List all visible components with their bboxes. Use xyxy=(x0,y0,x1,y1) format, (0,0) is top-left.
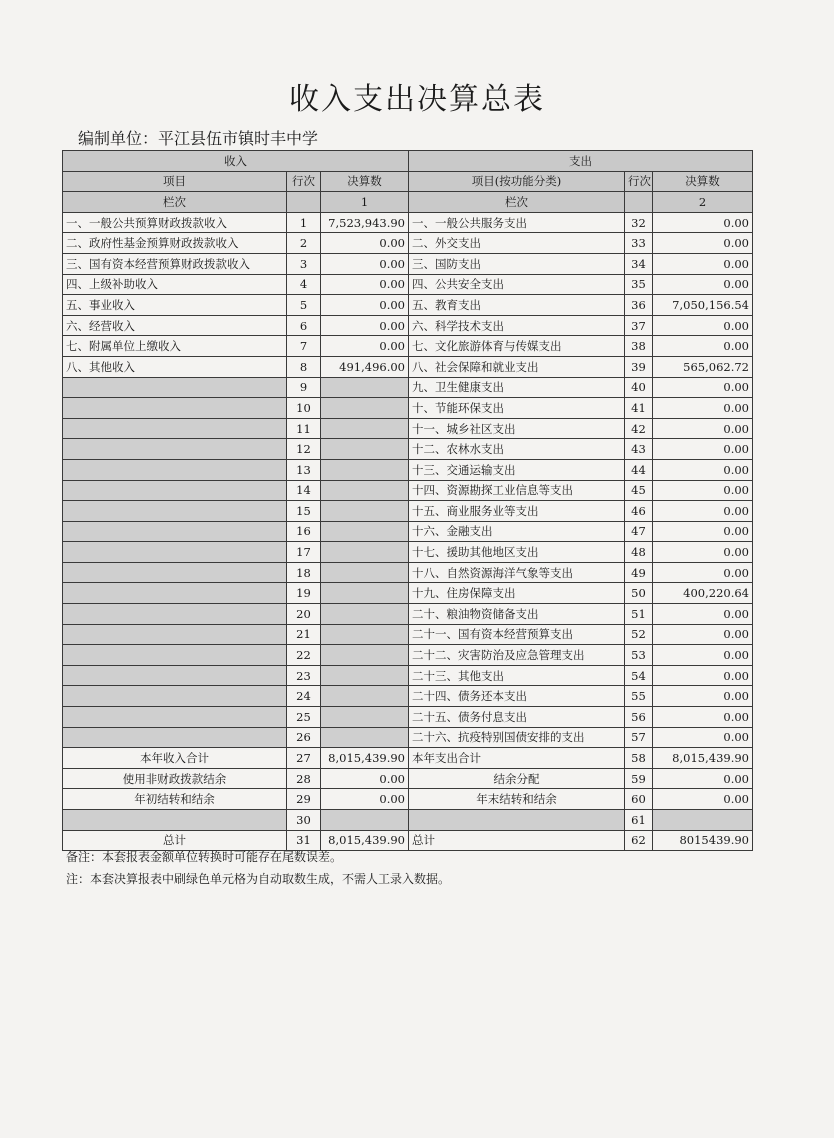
income-amount-header: 决算数 xyxy=(321,171,409,192)
expense-rownum: 39 xyxy=(625,356,653,377)
income-amount xyxy=(321,604,409,625)
summary-row xyxy=(63,789,753,810)
expense-amount: 0.00 xyxy=(653,233,753,254)
expense-amount: 0.00 xyxy=(653,459,753,480)
expense-amount: 565,062.72 xyxy=(653,356,753,377)
table-row xyxy=(63,233,753,254)
income-summary-rownum: 28 xyxy=(287,768,321,789)
income-summary-amount: 0.00 xyxy=(321,768,409,789)
expense-amount: 400,220.64 xyxy=(653,583,753,604)
table-row xyxy=(63,253,753,274)
income-rownum: 9 xyxy=(287,377,321,398)
income-item: 七、附属单位上缴收入 xyxy=(63,336,287,357)
income-amount xyxy=(321,583,409,604)
income-rownum: 20 xyxy=(287,604,321,625)
expense-amount: 0.00 xyxy=(653,336,753,357)
table-row xyxy=(63,439,753,460)
income-rownum: 8 xyxy=(287,356,321,377)
income-amount xyxy=(321,562,409,583)
income-summary-item: 年初结转和结余 xyxy=(63,789,287,810)
expense-summary-amount: 8,015,439.90 xyxy=(653,748,753,769)
expense-item: 四、公共安全支出 xyxy=(409,274,625,295)
expense-amount: 0.00 xyxy=(653,665,753,686)
income-amount xyxy=(321,645,409,666)
expense-rownum: 52 xyxy=(625,624,653,645)
income-rownum: 22 xyxy=(287,645,321,666)
income-rownum: 11 xyxy=(287,418,321,439)
table-row xyxy=(63,336,753,357)
income-item xyxy=(63,624,287,645)
expense-amount: 7,050,156.54 xyxy=(653,295,753,316)
expense-item: 十四、资源勘探工业信息等支出 xyxy=(409,480,625,501)
income-amount xyxy=(321,480,409,501)
expense-amount: 0.00 xyxy=(653,274,753,295)
income-amount xyxy=(321,418,409,439)
expense-colidx-empty xyxy=(625,192,653,213)
income-amount xyxy=(321,707,409,728)
income-item xyxy=(63,645,287,666)
reporting-unit: 编制单位：平江县伍市镇时丰中学 xyxy=(78,129,319,148)
expense-amount: 0.00 xyxy=(653,253,753,274)
page-title: 收入支出决算总表 xyxy=(289,82,545,117)
table-row xyxy=(63,624,753,645)
income-item: 三、国有资本经营预算财政拨款收入 xyxy=(63,253,287,274)
expense-rownum: 48 xyxy=(625,542,653,563)
income-amount: 0.00 xyxy=(321,295,409,316)
income-summary-item xyxy=(63,810,287,831)
table-row xyxy=(63,686,753,707)
income-amount xyxy=(321,542,409,563)
expense-summary-rownum: 58 xyxy=(625,748,653,769)
income-amount xyxy=(321,686,409,707)
income-amount xyxy=(321,521,409,542)
income-item-header: 项目 xyxy=(63,171,287,192)
table-row xyxy=(63,377,753,398)
expense-amount: 0.00 xyxy=(653,480,753,501)
income-summary-amount: 8,015,439.90 xyxy=(321,748,409,769)
expense-colidx-2: 2 xyxy=(653,192,753,213)
income-rownum: 25 xyxy=(287,707,321,728)
expense-amount: 0.00 xyxy=(653,686,753,707)
table-row xyxy=(63,212,753,233)
expense-item: 二十六、抗疫特别国债安排的支出 xyxy=(409,727,625,748)
income-item xyxy=(63,707,287,728)
expense-item: 十六、金融支出 xyxy=(409,521,625,542)
income-summary-item: 本年收入合计 xyxy=(63,748,287,769)
income-amount: 0.00 xyxy=(321,253,409,274)
expense-amount: 0.00 xyxy=(653,624,753,645)
income-item: 四、上级补助收入 xyxy=(63,274,287,295)
income-summary-amount: 0.00 xyxy=(321,789,409,810)
expense-summary-amount: 8015439.90 xyxy=(653,830,753,851)
expense-item-header: 项目(按功能分类) xyxy=(409,171,625,192)
expense-rownum: 38 xyxy=(625,336,653,357)
income-item xyxy=(63,398,287,419)
income-amount: 0.00 xyxy=(321,274,409,295)
table-row xyxy=(63,459,753,480)
income-rownum: 26 xyxy=(287,727,321,748)
income-summary-amount: 8,015,439.90 xyxy=(321,830,409,851)
expense-amount: 0.00 xyxy=(653,212,753,233)
income-header: 收入 xyxy=(63,151,409,172)
expense-item: 三、国防支出 xyxy=(409,253,625,274)
income-amount xyxy=(321,665,409,686)
expense-summary-item: 本年支出合计 xyxy=(409,748,625,769)
expense-rownum: 57 xyxy=(625,727,653,748)
income-item xyxy=(63,521,287,542)
expense-summary-item: 总计 xyxy=(409,830,625,851)
expense-rownum: 35 xyxy=(625,274,653,295)
income-amount xyxy=(321,377,409,398)
income-item xyxy=(63,727,287,748)
income-rownum: 19 xyxy=(287,583,321,604)
income-amount: 0.00 xyxy=(321,336,409,357)
income-summary-item: 使用非财政拨款结余 xyxy=(63,768,287,789)
income-item: 五、事业收入 xyxy=(63,295,287,316)
income-rownum: 10 xyxy=(287,398,321,419)
expense-item: 十二、农林水支出 xyxy=(409,439,625,460)
income-rownum: 1 xyxy=(287,212,321,233)
expense-rownum: 40 xyxy=(625,377,653,398)
expense-amount-header: 决算数 xyxy=(653,171,753,192)
income-amount: 7,523,943.90 xyxy=(321,212,409,233)
expense-item: 二十、粮油物资储备支出 xyxy=(409,604,625,625)
expense-item: 二十四、债务还本支出 xyxy=(409,686,625,707)
expense-rownum: 44 xyxy=(625,459,653,480)
income-colidx-empty xyxy=(287,192,321,213)
expense-rownum: 34 xyxy=(625,253,653,274)
income-summary-item: 总计 xyxy=(63,830,287,851)
expense-amount: 0.00 xyxy=(653,645,753,666)
expense-item: 七、文化旅游体育与传媒支出 xyxy=(409,336,625,357)
income-amount: 0.00 xyxy=(321,315,409,336)
expense-amount: 0.00 xyxy=(653,315,753,336)
table-row xyxy=(63,665,753,686)
income-item xyxy=(63,665,287,686)
expense-amount: 0.00 xyxy=(653,707,753,728)
income-rownum: 23 xyxy=(287,665,321,686)
income-item xyxy=(63,542,287,563)
income-item xyxy=(63,583,287,604)
expense-rownum: 45 xyxy=(625,480,653,501)
expense-header: 支出 xyxy=(409,151,753,172)
income-item xyxy=(63,604,287,625)
income-rownum: 13 xyxy=(287,459,321,480)
expense-rownum: 41 xyxy=(625,398,653,419)
expense-amount: 0.00 xyxy=(653,398,753,419)
expense-item: 二十一、国有资本经营预算支出 xyxy=(409,624,625,645)
expense-rownum: 37 xyxy=(625,315,653,336)
table-row xyxy=(63,398,753,419)
income-rownum: 6 xyxy=(287,315,321,336)
income-item: 二、政府性基金预算财政拨款收入 xyxy=(63,233,287,254)
income-item xyxy=(63,686,287,707)
income-summary-rownum: 31 xyxy=(287,830,321,851)
expense-summary-amount: 0.00 xyxy=(653,789,753,810)
table-row xyxy=(63,501,753,522)
income-rownum: 2 xyxy=(287,233,321,254)
expense-item: 十九、住房保障支出 xyxy=(409,583,625,604)
expense-amount: 0.00 xyxy=(653,501,753,522)
income-rownum: 7 xyxy=(287,336,321,357)
expense-colidx-label: 栏次 xyxy=(409,192,625,213)
table-row xyxy=(63,727,753,748)
income-rownum: 18 xyxy=(287,562,321,583)
income-rownum: 3 xyxy=(287,253,321,274)
expense-amount: 0.00 xyxy=(653,439,753,460)
income-rownum: 12 xyxy=(287,439,321,460)
expense-item: 九、卫生健康支出 xyxy=(409,377,625,398)
expense-item: 十一、城乡社区支出 xyxy=(409,418,625,439)
income-item: 六、经营收入 xyxy=(63,315,287,336)
expense-rownum: 43 xyxy=(625,439,653,460)
table-row xyxy=(63,480,753,501)
income-item xyxy=(63,377,287,398)
expense-summary-rownum: 59 xyxy=(625,768,653,789)
income-amount xyxy=(321,398,409,419)
table-row xyxy=(63,583,753,604)
income-summary-amount xyxy=(321,810,409,831)
expense-summary-item: 年末结转和结余 xyxy=(409,789,625,810)
expense-amount: 0.00 xyxy=(653,604,753,625)
summary-row xyxy=(63,810,753,831)
expense-item: 十、节能环保支出 xyxy=(409,398,625,419)
table-row xyxy=(63,418,753,439)
income-summary-rownum: 30 xyxy=(287,810,321,831)
income-item xyxy=(63,501,287,522)
income-item xyxy=(63,562,287,583)
income-amount xyxy=(321,727,409,748)
income-rownum: 16 xyxy=(287,521,321,542)
income-item: 八、其他收入 xyxy=(63,356,287,377)
income-rownum: 5 xyxy=(287,295,321,316)
expense-item: 六、科学技术支出 xyxy=(409,315,625,336)
expense-summary-rownum: 61 xyxy=(625,810,653,831)
expense-rownum: 51 xyxy=(625,604,653,625)
expense-summary-rownum: 60 xyxy=(625,789,653,810)
expense-amount: 0.00 xyxy=(653,542,753,563)
income-rownum: 17 xyxy=(287,542,321,563)
expense-rownum-header: 行次 xyxy=(625,171,653,192)
expense-item: 二十五、债务付息支出 xyxy=(409,707,625,728)
expense-rownum: 47 xyxy=(625,521,653,542)
income-expense-table xyxy=(62,150,753,851)
expense-rownum: 42 xyxy=(625,418,653,439)
expense-summary-item: 结余分配 xyxy=(409,768,625,789)
expense-rownum: 46 xyxy=(625,501,653,522)
table-row xyxy=(63,356,753,377)
expense-item: 二十三、其他支出 xyxy=(409,665,625,686)
table-row xyxy=(63,604,753,625)
income-rownum: 4 xyxy=(287,274,321,295)
expense-item: 十三、交通运输支出 xyxy=(409,459,625,480)
expense-summary-item xyxy=(409,810,625,831)
expense-item: 十七、援助其他地区支出 xyxy=(409,542,625,563)
income-amount xyxy=(321,459,409,480)
expense-summary-amount: 0.00 xyxy=(653,768,753,789)
expense-amount: 0.00 xyxy=(653,521,753,542)
expense-rownum: 32 xyxy=(625,212,653,233)
income-item xyxy=(63,459,287,480)
income-amount: 491,496.00 xyxy=(321,356,409,377)
income-rownum: 15 xyxy=(287,501,321,522)
expense-rownum: 50 xyxy=(625,583,653,604)
income-item xyxy=(63,480,287,501)
expense-item: 十八、自然资源海洋气象等支出 xyxy=(409,562,625,583)
income-item xyxy=(63,439,287,460)
expense-amount: 0.00 xyxy=(653,377,753,398)
income-summary-rownum: 29 xyxy=(287,789,321,810)
expense-summary-rownum: 62 xyxy=(625,830,653,851)
summary-row xyxy=(63,768,753,789)
expense-item: 二十二、灾害防治及应急管理支出 xyxy=(409,645,625,666)
table-row xyxy=(63,295,753,316)
expense-amount: 0.00 xyxy=(653,562,753,583)
expense-rownum: 54 xyxy=(625,665,653,686)
income-colidx-label: 栏次 xyxy=(63,192,287,213)
income-summary-rownum: 27 xyxy=(287,748,321,769)
expense-item: 五、教育支出 xyxy=(409,295,625,316)
expense-summary-amount xyxy=(653,810,753,831)
table-row xyxy=(63,521,753,542)
income-amount xyxy=(321,439,409,460)
expense-item: 八、社会保障和就业支出 xyxy=(409,356,625,377)
expense-rownum: 56 xyxy=(625,707,653,728)
income-item: 一、一般公共预算财政拨款收入 xyxy=(63,212,287,233)
income-rownum: 21 xyxy=(287,624,321,645)
summary-row xyxy=(63,748,753,769)
income-amount xyxy=(321,624,409,645)
expense-item: 二、外交支出 xyxy=(409,233,625,254)
income-colidx-1: 1 xyxy=(321,192,409,213)
expense-rownum: 55 xyxy=(625,686,653,707)
expense-rownum: 36 xyxy=(625,295,653,316)
income-item xyxy=(63,418,287,439)
table-row xyxy=(63,707,753,728)
table-row xyxy=(63,562,753,583)
income-amount: 0.00 xyxy=(321,233,409,254)
table-row xyxy=(63,315,753,336)
expense-rownum: 53 xyxy=(625,645,653,666)
income-rownum: 24 xyxy=(287,686,321,707)
expense-amount: 0.00 xyxy=(653,418,753,439)
expense-item: 十五、商业服务业等支出 xyxy=(409,501,625,522)
note-rounding: 备注：本套报表金额单位转换时可能存在尾数误差。 xyxy=(66,850,343,864)
income-amount xyxy=(321,501,409,522)
expense-amount: 0.00 xyxy=(653,727,753,748)
expense-rownum: 49 xyxy=(625,562,653,583)
expense-item: 一、一般公共服务支出 xyxy=(409,212,625,233)
note-green-cells: 注：本套决算报表中刷绿色单元格为自动取数生成，不需人工录入数据。 xyxy=(66,872,451,886)
table-row xyxy=(63,542,753,563)
table-row xyxy=(63,274,753,295)
table-row xyxy=(63,645,753,666)
income-rownum-header: 行次 xyxy=(287,171,321,192)
income-rownum: 14 xyxy=(287,480,321,501)
expense-rownum: 33 xyxy=(625,233,653,254)
